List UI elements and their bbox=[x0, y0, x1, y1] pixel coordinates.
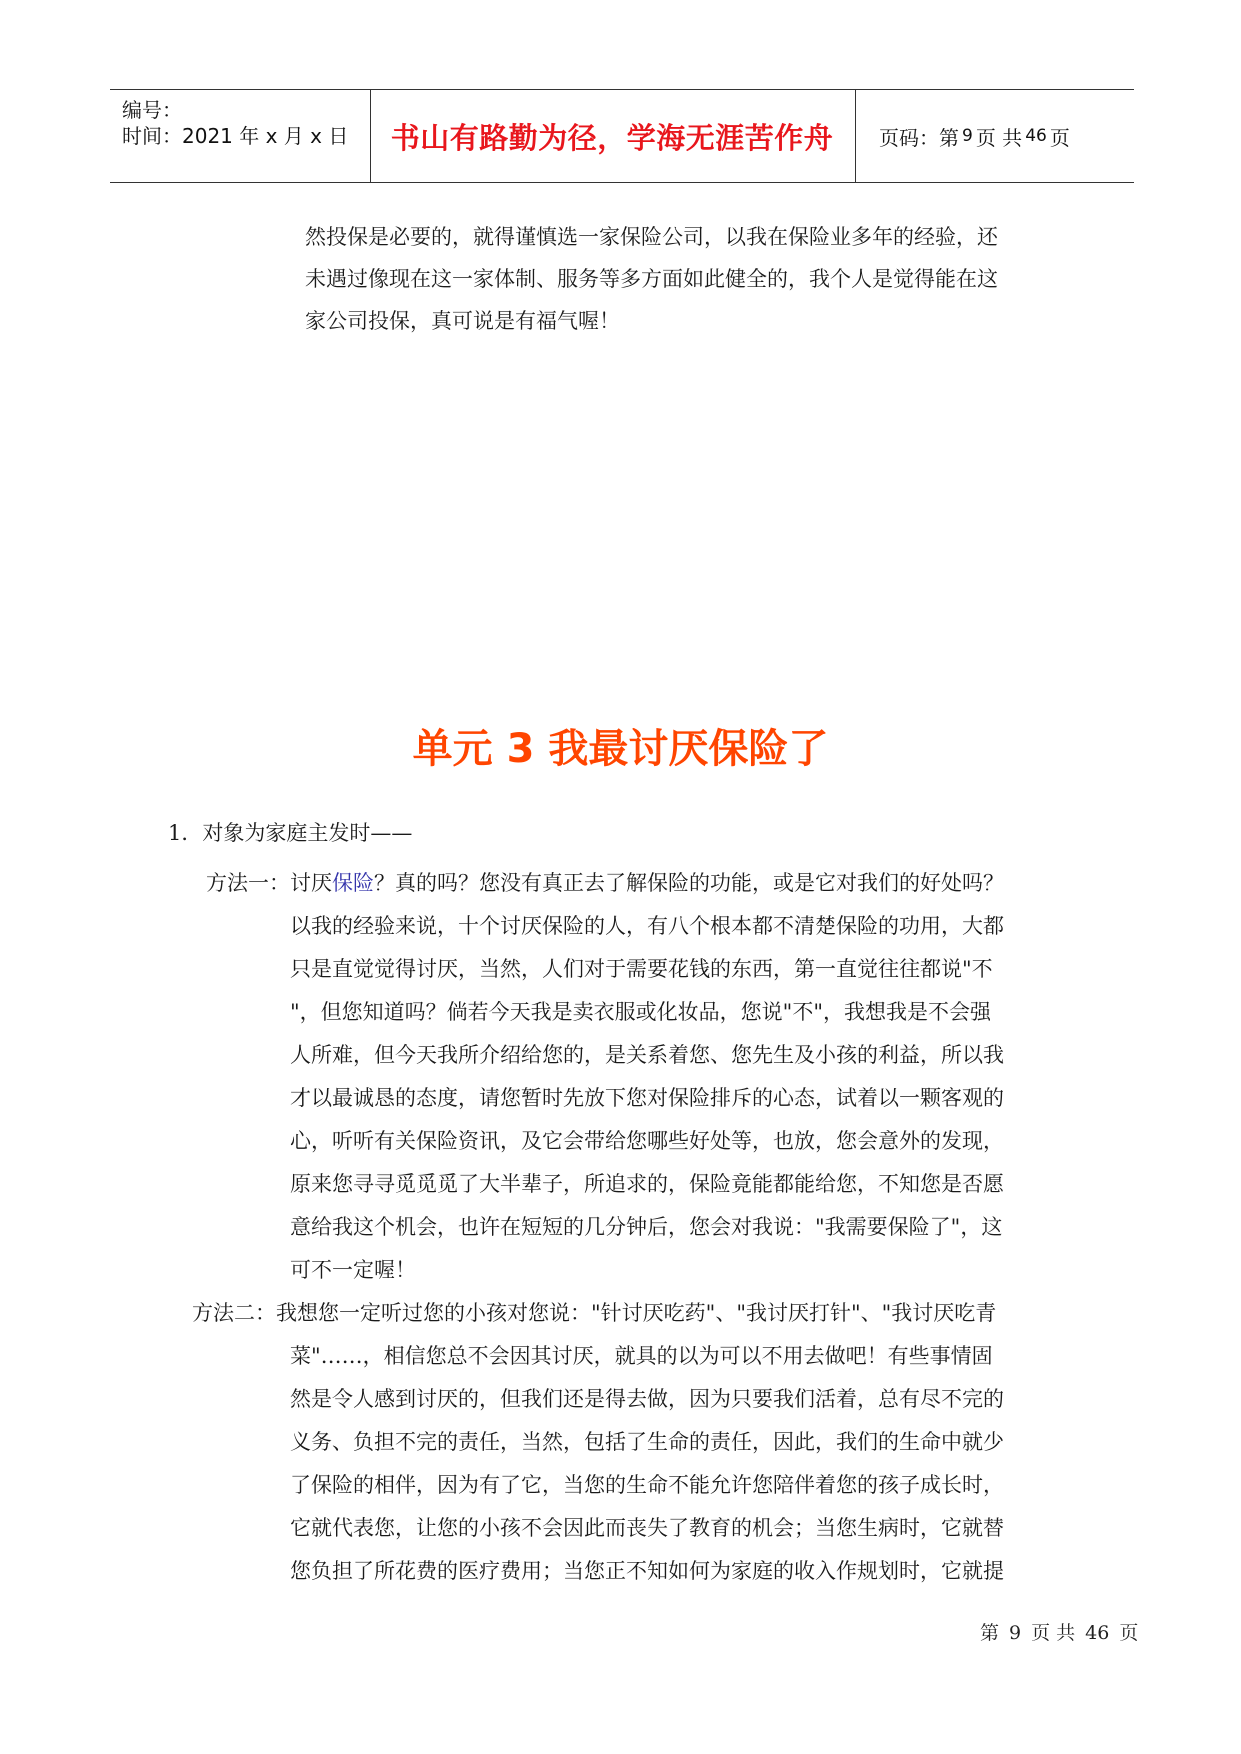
method-one-rest: ？真的吗？您没有真正去了解保险的功能，或是它对我们的好处吗？ bbox=[374, 871, 1004, 895]
footer-page: 9 bbox=[1009, 1622, 1022, 1644]
method-one-prefix: 方法一：讨厌 bbox=[206, 871, 332, 895]
text-line: 才以最诚恳的态度，请您暂时先放下您对保险排斥的心态，试着以一颗客观的 bbox=[290, 1086, 1004, 1110]
text-line: 家公司投保，真可说是有福气喔！ bbox=[305, 309, 620, 333]
text-line: 它就代表您，让您的小孩不会因此而丧失了教育的机会；当您生病时，它就替 bbox=[290, 1516, 1004, 1540]
text-line: 人所难，但今天我所介绍给您的，是关系着您、您先生及小孩的利益，所以我 bbox=[290, 1043, 1004, 1067]
text-line: 只是直觉觉得讨厌，当然，人们对于需要花钱的东西，第一直觉往往都说"不 bbox=[290, 957, 993, 981]
text-line: 义务、负担不完的责任，当然，包括了生命的责任，因此，我们的生命中就少 bbox=[290, 1430, 1004, 1454]
serial-label: 编号： bbox=[122, 98, 182, 122]
text-line: "，但您知道吗？倘若今天我是卖衣服或化妆品，您说"不"，我想我是不会强 bbox=[290, 1000, 991, 1024]
header-divider bbox=[855, 90, 856, 182]
text-line: 然投保是必要的，就得谨慎选一家保险公司，以我在保险业多年的经验，还 bbox=[305, 225, 998, 249]
footer-mid: 页 共 bbox=[1031, 1622, 1076, 1644]
text-line: 您负担了所花费的医疗费用；当您正不知如何为家庭的收入作规划时，它就提 bbox=[290, 1559, 1004, 1583]
footer-suffix: 页 bbox=[1119, 1622, 1139, 1644]
page-mid: 页 共 bbox=[975, 125, 1023, 150]
method-one-body bbox=[206, 905, 1004, 1292]
text-line: 以我的经验来说，十个讨厌保险的人，有八个根本都不清楚保险的功用，大都 bbox=[290, 914, 1004, 938]
page-suffix: 页 bbox=[1049, 125, 1070, 150]
page-total: 46 bbox=[1025, 126, 1047, 146]
method-two-lead: 方法二：我想您一定听过您的小孩对您说："针讨厌吃药"、"我讨厌打针"、"我讨厌吃青 bbox=[192, 1301, 997, 1325]
page-footer bbox=[975, 1618, 1143, 1645]
text-line: 可不一定喔！ bbox=[290, 1258, 416, 1282]
section-item-1: 1．对象为家庭主发时—— bbox=[168, 821, 413, 845]
time-label: 时间：2021 年 x 月 x 日 bbox=[122, 124, 349, 148]
text-line: 未遇过像现在这一家体制、服务等多方面如此健全的，我个人是觉得能在这 bbox=[305, 267, 998, 291]
text-line: 菜"……，相信您总不会因其讨厌，就具的以为可以不用去做吧！有些事情固 bbox=[290, 1344, 993, 1368]
page-number: 9 bbox=[962, 126, 973, 146]
insurance-link[interactable]: 保险 bbox=[332, 871, 374, 895]
intro-paragraph bbox=[305, 216, 1135, 342]
header-page-info bbox=[867, 90, 1144, 182]
text-line: 了保险的相伴，因为有了它，当您的生命不能允许您陪伴着您的孩子成长时， bbox=[290, 1473, 1004, 1497]
text-line: 然是令人感到讨厌的，但我们还是得去做，因为只要我们活着，总有尽不完的 bbox=[290, 1387, 1004, 1411]
header-meta bbox=[110, 90, 370, 182]
text-line: 原来您寻寻觅觅觅了大半辈子，所追求的，保险竟能都能给您，不知您是否愿 bbox=[290, 1172, 1004, 1196]
footer-prefix: 第 bbox=[980, 1622, 1000, 1644]
page-prefix: 页码：第 bbox=[879, 125, 959, 150]
text-line: 心，听听有关保险资讯，及它会带给您哪些好处等，也放，您会意外的发现， bbox=[290, 1129, 1004, 1153]
footer-total: 46 bbox=[1085, 1622, 1110, 1644]
page-header bbox=[110, 89, 1134, 183]
text-line: 意给我这个机会，也许在短短的几分钟后，您会对我说："我需要保险了"，这 bbox=[290, 1215, 1003, 1239]
method-two-body bbox=[192, 1335, 1004, 1593]
header-divider bbox=[370, 90, 371, 182]
method-one-lead bbox=[206, 862, 1004, 905]
method-one bbox=[206, 862, 1004, 1292]
unit-title: 单元 3 我最讨厌保险了 bbox=[412, 726, 829, 772]
method-two bbox=[192, 1292, 1004, 1593]
header-motto: 书山有路勤为径，学海无涯苦作舟 bbox=[390, 120, 834, 155]
